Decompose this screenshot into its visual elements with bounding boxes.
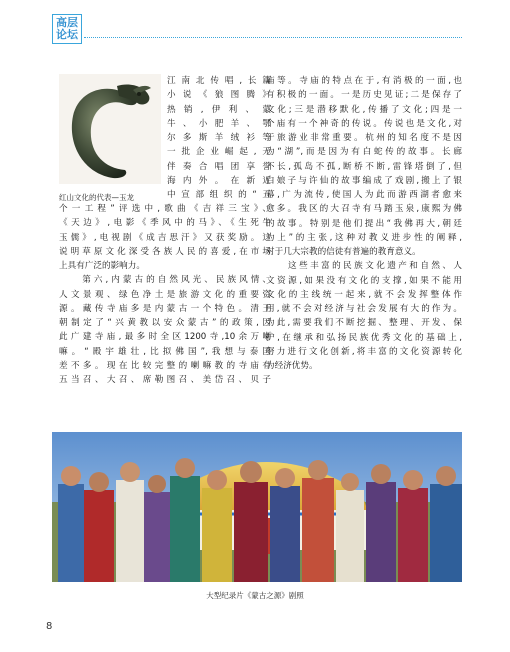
page-number: 8 xyxy=(46,621,53,632)
text-line: 差不多。现在比较完整的喇嘛教的寺庙有 xyxy=(59,360,271,371)
text-line: 文化;三是潜移默化,传播了文化;四是一 xyxy=(266,104,462,115)
text-line: 幕,广为流传,使国人为此而游西湖者愈来 xyxy=(266,190,462,200)
left-column-text xyxy=(59,202,271,387)
text-line: 文化的主线统一起来,就不会发挥整体作 xyxy=(266,289,462,300)
right-column-text xyxy=(266,74,462,373)
text-line: 江南北传唱,长篇 xyxy=(167,76,271,86)
text-line: 的故事。特别是他们提出“我佛再大,朝廷 xyxy=(266,218,462,229)
section-header-badge xyxy=(52,14,82,44)
text-line: 为“湖”,而是因为有白蛇传的故事。长廊 xyxy=(266,147,462,158)
left-column-wrap-text xyxy=(167,74,271,202)
text-line: 此广建寺庙,最多时全区1200寺,10余万喇 xyxy=(59,332,271,343)
text-line: 中宣部组织的“五 xyxy=(167,190,271,200)
text-line: 文资源,如果没有文化的支撑,如果不能用 xyxy=(266,275,462,286)
jade-dragon-caption: 红山文化的代表—玉龙 xyxy=(59,193,134,202)
text-line: 为经济优势。 xyxy=(266,361,318,371)
text-line: 尔多斯羊绒衫等 xyxy=(167,133,271,143)
text-line: 伴奏合唱团享誉 xyxy=(167,161,271,172)
text-line: 庙等。寺庙的特点在于,有消极的一面,也 xyxy=(266,76,462,86)
text-line: 一批企业崛起,无 xyxy=(167,147,271,158)
jade-dragon-icon xyxy=(59,74,161,184)
header-divider xyxy=(84,37,462,38)
section-header-line1: 高层 xyxy=(56,16,78,29)
text-line: 为此,需要我们不断挖掘、整理、开发、保 xyxy=(266,318,462,329)
text-line: 海内外。在新近 xyxy=(167,175,271,186)
text-line: 白娘子与许仙的故事编成了戏剧,搬上了银 xyxy=(266,175,462,186)
text-line: 嘛。“殿宇雄壮,比拟佛国”,我想与泰国 xyxy=(59,346,271,357)
text-line: 上具有广泛的影响力。 xyxy=(59,261,145,271)
text-line: 人文景观、绿色净土是旅游文化的重要资 xyxy=(59,289,271,300)
text-line: 热销,伊利、蒙 xyxy=(167,104,271,115)
text-line: 护,在继承和弘扬民族优秀文化的基础上, xyxy=(266,332,462,343)
text-line: 愈多。我区的大召寺有马踏玉泉,康熙为佛 xyxy=(266,204,462,215)
text-line: 个庙有一个神奇的传说。传说也是文化,对 xyxy=(266,118,462,129)
text-line: 说明草原文化深受各族人民的喜爱,在市场 xyxy=(59,246,271,257)
text-line: 小说《狼图腾》 xyxy=(167,90,271,101)
text-line: 五当召、大召、席勒图召、美岱召、贝子 xyxy=(59,375,271,385)
text-line: 对于几大宗教的信徒有普遍的教育意义。 xyxy=(266,247,421,257)
text-line: 源。藏传寺庙多是内蒙古一个特色。清王 xyxy=(59,303,271,314)
text-line: 努力进行文化创新,将丰富的文化资源转化 xyxy=(266,346,462,357)
mongolian-ceremony-photo xyxy=(52,432,462,582)
text-line: 牛、小肥羊、鄂 xyxy=(167,118,271,129)
text-line: 不长,孤岛不孤,断桥不断,雷锋塔倒了,但 xyxy=(266,161,462,172)
text-line: 于旅游业非常重要。杭州的知名度不是因 xyxy=(266,133,462,143)
text-line: 朝制定了“兴黄教以安众蒙古”的政策,因 xyxy=(59,318,271,328)
jade-dragon-image xyxy=(59,74,161,184)
text-line: 用,就不会对经济与社会发展有大的作为。 xyxy=(266,304,462,314)
section-header-line2: 论坛 xyxy=(56,28,78,41)
text-line: 为上”的主张,这种对教义进步性的阐释, xyxy=(266,232,462,243)
ceremony-photo-icon xyxy=(52,432,462,582)
text-line: 《天边》,电影《季风中的马》、《生死牛 xyxy=(59,218,271,229)
photo-caption: 大型纪录片《蒙古之源》剧照 xyxy=(206,591,304,600)
text-line: 有积极的一面。一是历史见证;二是保存了 xyxy=(266,90,462,101)
text-line: 这些丰富的民族文化遗产和自然、人 xyxy=(266,261,462,272)
text-line: 第六,内蒙古的自然风光、民族风情、 xyxy=(59,275,271,286)
text-line: 玉儒》,电视剧《成吉思汗》又获奖励。这 xyxy=(59,232,271,243)
text-line: 个一工程”评选中,歌曲《吉祥三宝》、 xyxy=(59,204,271,214)
